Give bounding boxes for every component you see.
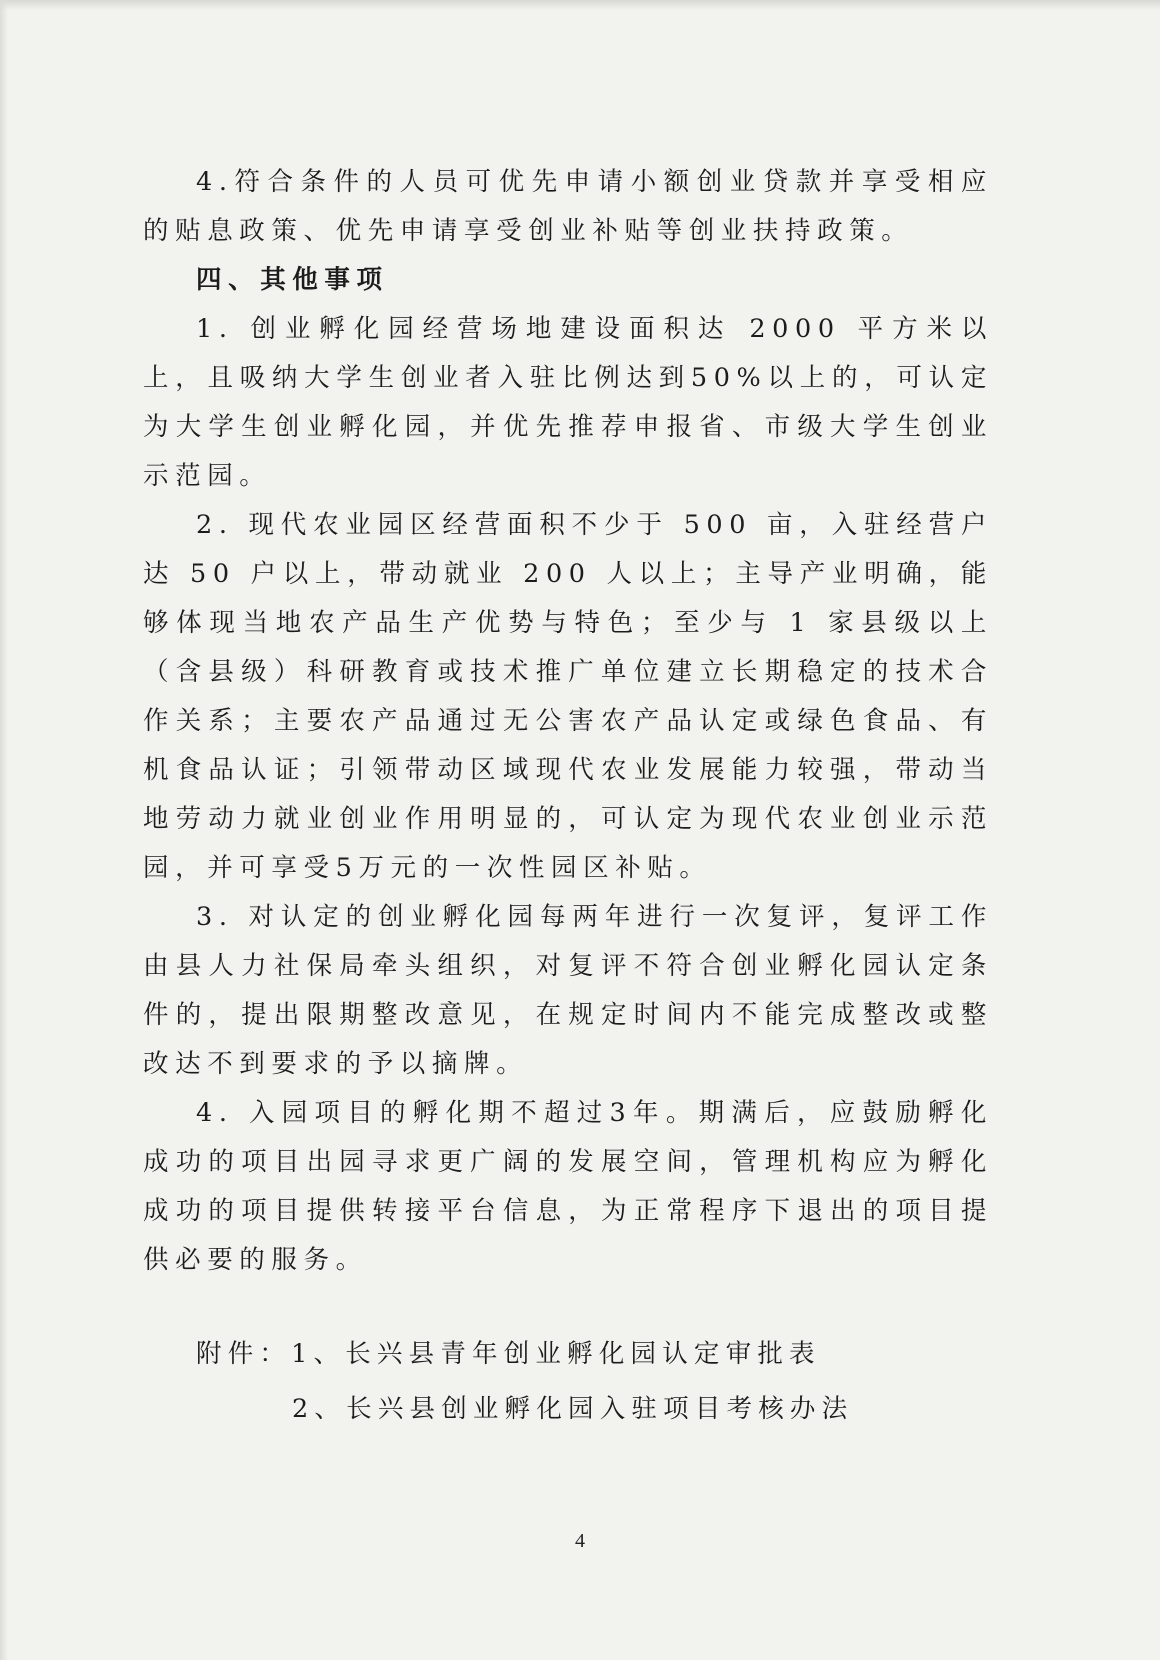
scan-edge-shadow bbox=[0, 0, 1160, 10]
document-body bbox=[143, 158, 993, 1437]
paragraph-item-1: 1. 创业孵化园经营场地建设面积达 2000 平方米以上，且吸纳大学生创业者入驻比例达到50%以上的，可认定为大学生创业孵化园，并优先推荐申报省、市级大学生创业示范园。 bbox=[143, 314, 993, 491]
section-heading-other-matters: 四、其他事项 bbox=[196, 265, 389, 295]
paragraph-item-4: 4. 入园项目的孵化期不超过3年。期满后，应鼓励孵化成功的项目出园寻求更广阔的发展空间，管理机构应为孵化成功的项目提供转接平台信息，为正常程序下退出的项目提供必要的服务。 bbox=[143, 1098, 993, 1275]
spacer bbox=[143, 1285, 993, 1327]
paragraph-policy-4: 4.符合条件的人员可优先申请小额创业贷款并享受相应的贴息政策、优先申请享受创业补贴等创业扶持政策。 bbox=[143, 167, 993, 246]
paragraph-item-3: 3. 对认定的创业孵化园每两年进行一次复评，复评工作由县人力社保局牵头组织，对复评不符合创业孵化园认定条件的，提出限期整改意见，在规定时间内不能完成整改或整改达不到要求的予以摘牌。 bbox=[143, 902, 993, 1079]
attachment-line-1: 附件：1、长兴县青年创业孵化园认定审批表 bbox=[196, 1339, 821, 1369]
attachment-line-2: 2、长兴县创业孵化园入驻项目考核办法 bbox=[292, 1394, 854, 1424]
scan-edge-shadow-left bbox=[0, 0, 8, 1660]
paragraph-item-2: 2. 现代农业园区经营面积不少于 500 亩，入驻经营户达 50 户以上，带动就业 200 人以上；主导产业明确，能够体现当地农产品生产优势与特色；至少与 1 家县级以上（含县级）科研教育或技术推广单位建立长期稳定的技术合作关系；主要农产品通过无公害农产品认定或绿色食品、有机食品认证；引领带动区域现代农业发展能力较强，带动当地劳动力就业创业作用明显的，可认定为现代农业创业示范园，并可享受5万元的一次性园区补贴。 bbox=[143, 510, 993, 883]
page-number: 4 bbox=[575, 1530, 585, 1552]
